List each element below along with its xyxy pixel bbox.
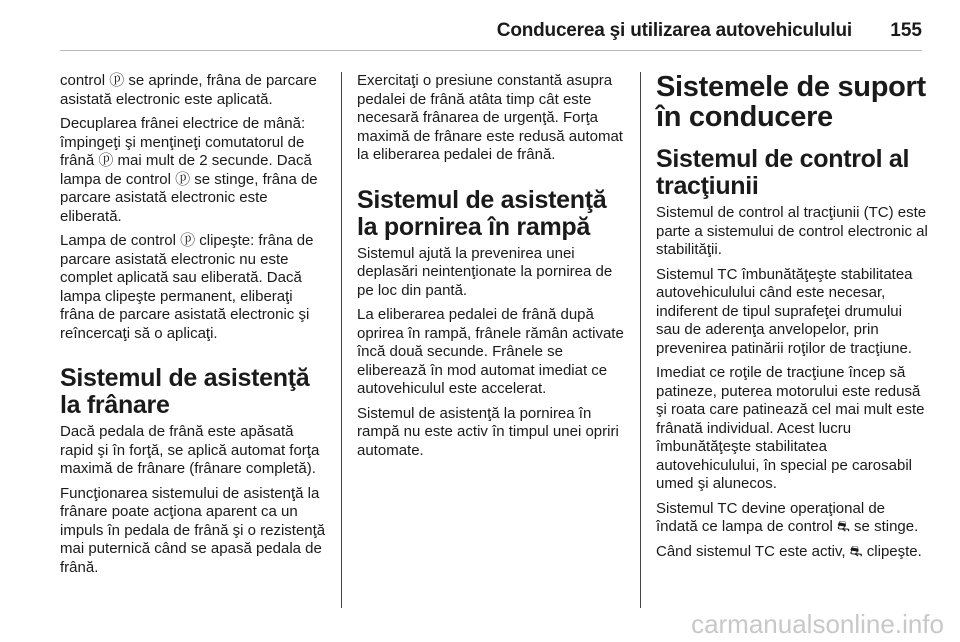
page-number: 155 bbox=[890, 20, 922, 41]
paragraph: Când sistemul TC este activ, ⛐ clipeşte. bbox=[656, 542, 922, 560]
paragraph: Lampa de control ⓟ clipeşte: frâna de parcare asistată electronic nu este complet aplicată sau eliberată. Dacă lampa clipeşte permanent, eliberaţi frâna de parcare asistată electronic şi reîncercaţi să o aplicaţi. bbox=[60, 232, 314, 342]
paragraph: Dacă pedala de frână este apăsată rapid şi în forţă, se aplică automat forţa maximă de frânare (frânare completă). bbox=[60, 423, 320, 477]
section-heading-traction-control: Sistemul de control al tracţiunii bbox=[656, 145, 910, 200]
paragraph: Imediat ce roţile de tracţiune încep să patineze, puterea motorului este redusă şi roata care patinează cel mai mult este frânată individual. Acest lucru îmbunătăţeşte stabilitatea autovehiculului, în special pe carosabil umed şi alunecos. bbox=[656, 364, 925, 492]
paragraph: Sistemul TC îmbunătăţeşte stabilitatea autovehiculului când este necesar, indiferent de tipul suprafeţei drumului sau de aderenţa anvelopelor, prin prevenirea patinării roţilor de tracţiune. bbox=[656, 265, 913, 357]
column-3 bbox=[656, 72, 928, 567]
paragraph: Sistemul ajută la prevenirea unei deplasări neintenţionate la pornirea de pe loc din pantă. bbox=[357, 244, 613, 299]
paragraph: Sistemul TC devine operaţional de îndată ce lampa de control ⛐ se stinge. bbox=[656, 499, 919, 535]
chapter-heading-driving-support: Sistemele de suport în conducere bbox=[656, 71, 926, 133]
column-1 bbox=[60, 72, 330, 583]
section-heading-brake-assist: Sistemul de asistenţă la frânare bbox=[60, 364, 310, 419]
paragraph: control ⓟ se aprinde, frâna de parcare asistată electronic este aplicată. bbox=[60, 72, 317, 108]
section-heading-hill-start: Sistemul de asistenţă la pornirea în rampă bbox=[357, 185, 607, 241]
paragraph: Exercitaţi o presiune constantă asupra pedalei de frână atâta timp cât este necesară frânarea de urgenţă. Forţa maximă de frânare este redusă automat la eliberarea pedalei de frână. bbox=[357, 72, 623, 163]
paragraph: Funcţionarea sistemului de asistenţă la frânare poate acţiona aparent ca un impuls în pedala de frână şi o rezistenţă mai puternică când se apasă pedala de frână. bbox=[60, 484, 326, 576]
page-title: Conducerea şi utilizarea autovehiculului bbox=[496, 20, 852, 41]
column-divider bbox=[341, 72, 342, 608]
paragraph: Sistemul de control al tracţiunii (TC) este parte a sistemului de control electronic al stabilităţii. bbox=[656, 204, 928, 258]
page-header bbox=[0, 0, 960, 50]
paragraph: Decuplarea frânei electrice de mână: împingeţi şi menţineţi comutatorul de frână ⓟ mai mult de 2 secunde. Dacă lampa de control ⓟ se stinge, frâna de parcare asistată electronic este eliberată. bbox=[60, 115, 318, 225]
watermark: carmanualsonline.info bbox=[691, 609, 944, 639]
column-divider bbox=[640, 72, 641, 608]
column-2 bbox=[357, 72, 627, 466]
header-divider bbox=[60, 50, 922, 51]
paragraph: Sistemul de asistenţă la pornirea în rampă nu este activ în timpul unei opriri automate. bbox=[357, 404, 619, 459]
paragraph: La eliberarea pedalei de frână după oprirea în rampă, frânele rămân activate încă două secunde. Frânele se eliberează în mod automat imediat ce autovehiculul este accelerat. bbox=[357, 306, 624, 397]
